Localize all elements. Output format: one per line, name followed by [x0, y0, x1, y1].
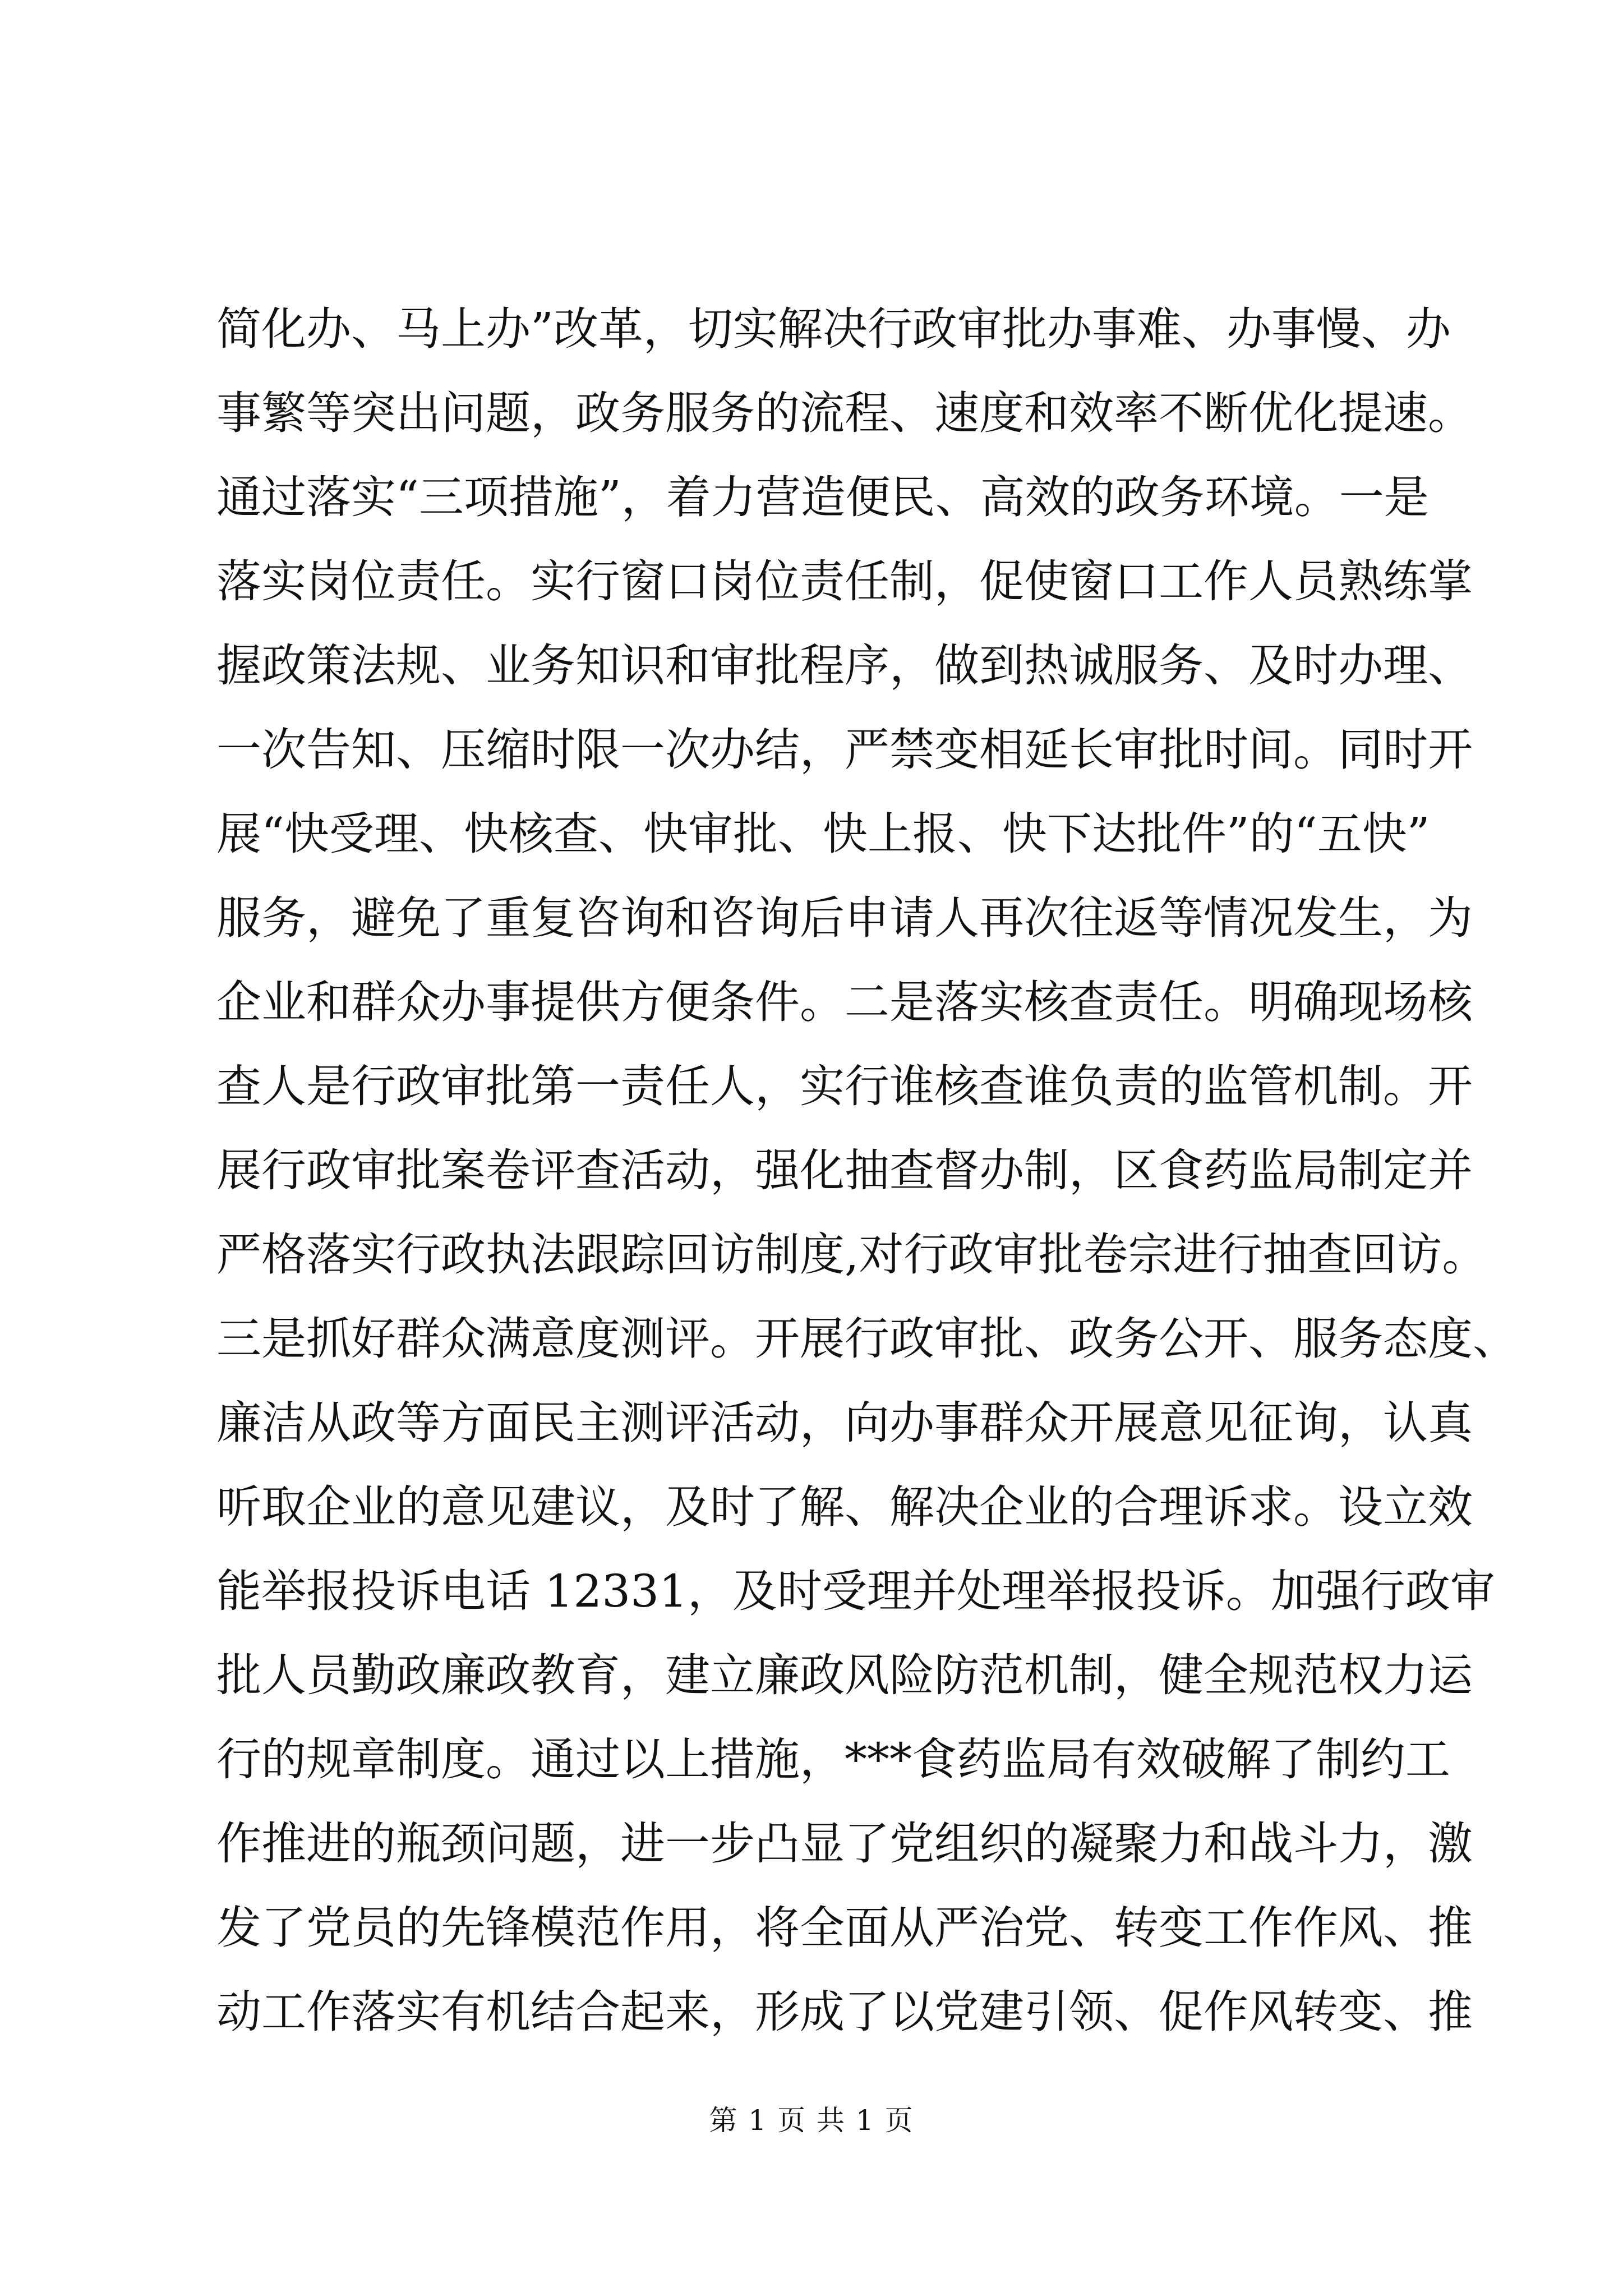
text-line: 三是抓好群众满意度测评。开展行政审批、政务公开、服务态度、 — [216, 1313, 1518, 1365]
text-line: 动工作落实有机结合起来，形成了以党建引领、促作风转变、推 — [216, 1986, 1473, 2038]
text-line: 严格落实行政执法跟踪回访制度,对行政审批卷宗进行抽查回访。 — [216, 1228, 1487, 1281]
text-line: 事繁等突出问题，政务服务的流程、速度和效率不断优化提速。 — [216, 387, 1473, 439]
text-line: 落实岗位责任。实行窗口岗位责任制，促使窗口工作人员熟练掌 — [216, 555, 1473, 608]
body-text — [216, 287, 1518, 2054]
text-line: 查人是行政审批第一责任人，实行谁核查谁负责的监管机制。开 — [216, 1060, 1473, 1112]
text-line: 握政策法规、业务知识和审批程序，做到热诚服务、及时办理、 — [216, 639, 1473, 692]
text-line: 展行政审批案卷评查活动，强化抽查督办制，区食药监局制定并 — [216, 1144, 1473, 1197]
text-line: 简化办、马上办”改革，切实解决行政审批办事难、办事慢、办 — [216, 303, 1451, 355]
text-line: 展“快受理、快核查、快审批、快上报、快下达批件”的“五快” — [216, 808, 1430, 860]
page-footer — [0, 2101, 1623, 2140]
text-line: 廉洁从政等方面民主测评活动，向办事群众开展意见征询，认真 — [216, 1397, 1473, 1449]
text-line: 作推进的瓶颈问题，进一步凸显了党组织的凝聚力和战斗力，激 — [216, 1818, 1473, 1870]
text-line: 听取企业的意见建议，及时了解、解决企业的合理诉求。设立效 — [216, 1481, 1473, 1533]
text-line: 发了党员的先锋模范作用，将全面从严治党、转变工作作风、推 — [216, 1902, 1473, 1954]
text-line: 行的规章制度。通过以上措施，***食药监局有效破解了制约工 — [216, 1733, 1450, 1786]
text-line: 企业和群众办事提供方便条件。二是落实核查责任。明确现场核 — [216, 976, 1473, 1028]
text-line: 一次告知、压缩时限一次办结，严禁变相延长审批时间。同时开 — [216, 724, 1473, 776]
page-number-label: 第 1 页 共 1 页 — [709, 2104, 914, 2137]
text-line: 批人员勤政廉政教育，建立廉政风险防范机制，健全规范权力运 — [216, 1649, 1473, 1701]
text-line: 通过落实“三项措施”，着力营造便民、高效的政务环境。一是 — [216, 471, 1429, 523]
text-line: 能举报投诉电话 12331，及时受理并处理举报投诉。加强行政审 — [216, 1565, 1495, 1617]
text-line: 服务，避免了重复咨询和咨询后申请人再次往返等情况发生，为 — [216, 892, 1473, 944]
